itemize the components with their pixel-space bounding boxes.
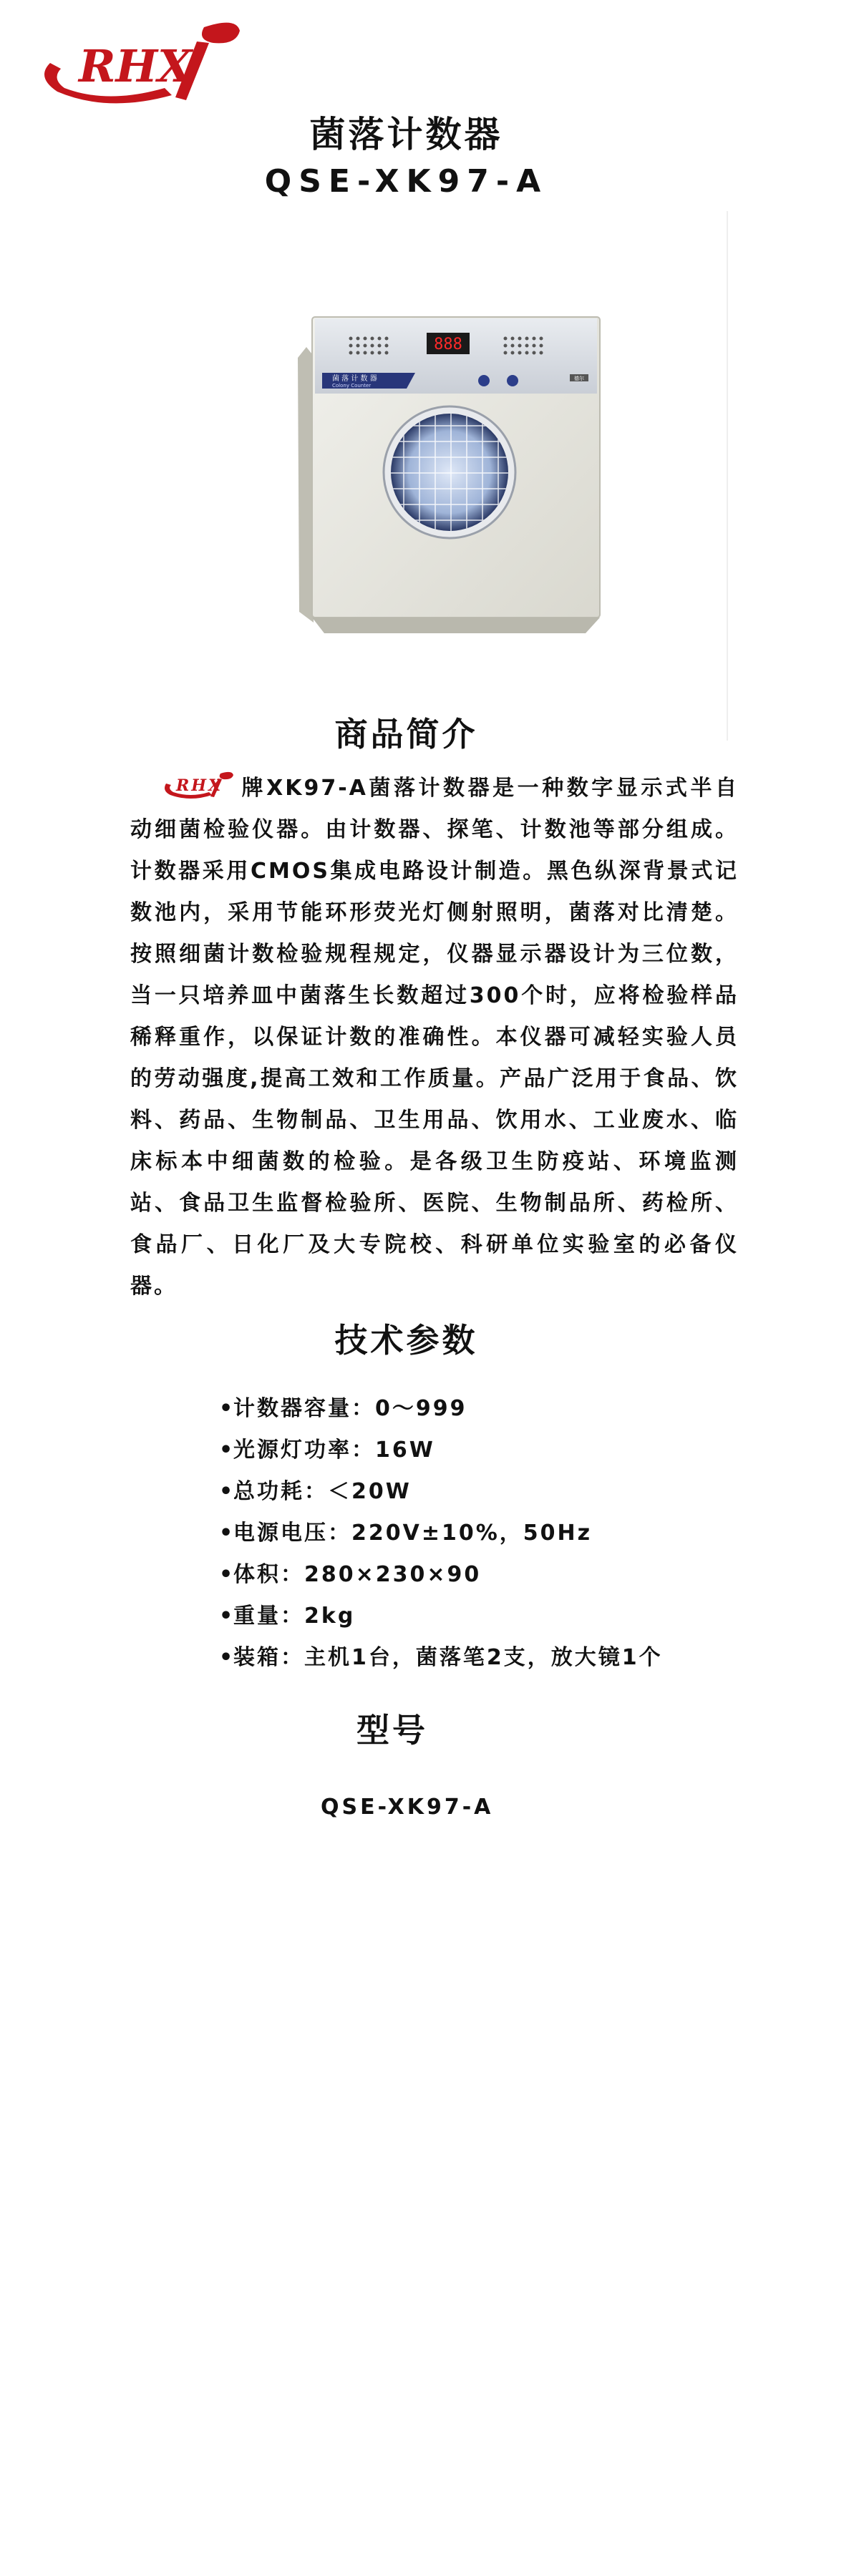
- intro-heading: 商品简介: [334, 715, 478, 753]
- spec-item: •重量：2kg: [219, 1604, 356, 1629]
- brand-logo: [21, 13, 251, 120]
- panel-label-en: Colony Counter: [332, 383, 372, 389]
- panel-badge: 德尔: [574, 376, 584, 381]
- spec-item: •体积：280×230×90: [219, 1562, 482, 1587]
- model-heading: 型号: [356, 1711, 428, 1750]
- logo-text: RHX: [79, 40, 193, 92]
- spec-item: •装箱：主机1台，菌落笔2支，放大镜1个: [219, 1645, 663, 1670]
- spec-item: •电源电压：220V±10%，50Hz: [219, 1521, 593, 1546]
- spec-item: •计数器容量：0～999: [219, 1396, 467, 1421]
- panel-button-left: [478, 375, 490, 386]
- page-title: 菌落计数器: [309, 114, 503, 155]
- product-photo: [163, 211, 730, 741]
- spec-item: •总功耗：＜20W: [219, 1479, 412, 1504]
- model-value: QSE-XK97-A: [321, 1795, 494, 1820]
- intro-text: 牌XK97-A菌落计数器是一种数字显示式半自动细菌检验仪器。由计数器、探笔、计数池等部分组成。计数器采用CMOS集成电路设计制造。黑色纵深背景式记数池内，采用节能环形荧光灯侧射照明，菌落对比清楚。按照细菌计数检验规程规定，仪器显示器设计为三位数，当一只培养皿中菌落生长数超过300个时，应将检验样品稀释重作，以保证计数的准确性。本仪器可减轻实验人员的劳动强度,提高工效和工作质量。产品广泛用于食品、饮料、药品、生物制品、卫生用品、饮用水、工业废水、临床标本中细菌数的检验。是各级卫生防疫站、环境监测站、食品卫生监督检验所、医院、生物制品所、药检所、食品厂、日化厂及大专院校、科研单位实验室的必备仪器。: [130, 776, 739, 1299]
- intro-paragraph: [130, 768, 739, 1307]
- panel-button-right: [507, 375, 518, 386]
- panel-label: 菌 落 计 数 器: [332, 375, 377, 383]
- model-subtitle: QSE-XK97-A: [264, 163, 548, 200]
- led-display: 888: [434, 336, 462, 353]
- inline-logo-text: RHX: [176, 776, 223, 795]
- spec-item: •光源灯功率：16W: [219, 1438, 435, 1463]
- inline-brand-logo: [159, 768, 236, 804]
- specs-list: [219, 1388, 763, 1679]
- specs-heading: 技术参数: [334, 1321, 478, 1360]
